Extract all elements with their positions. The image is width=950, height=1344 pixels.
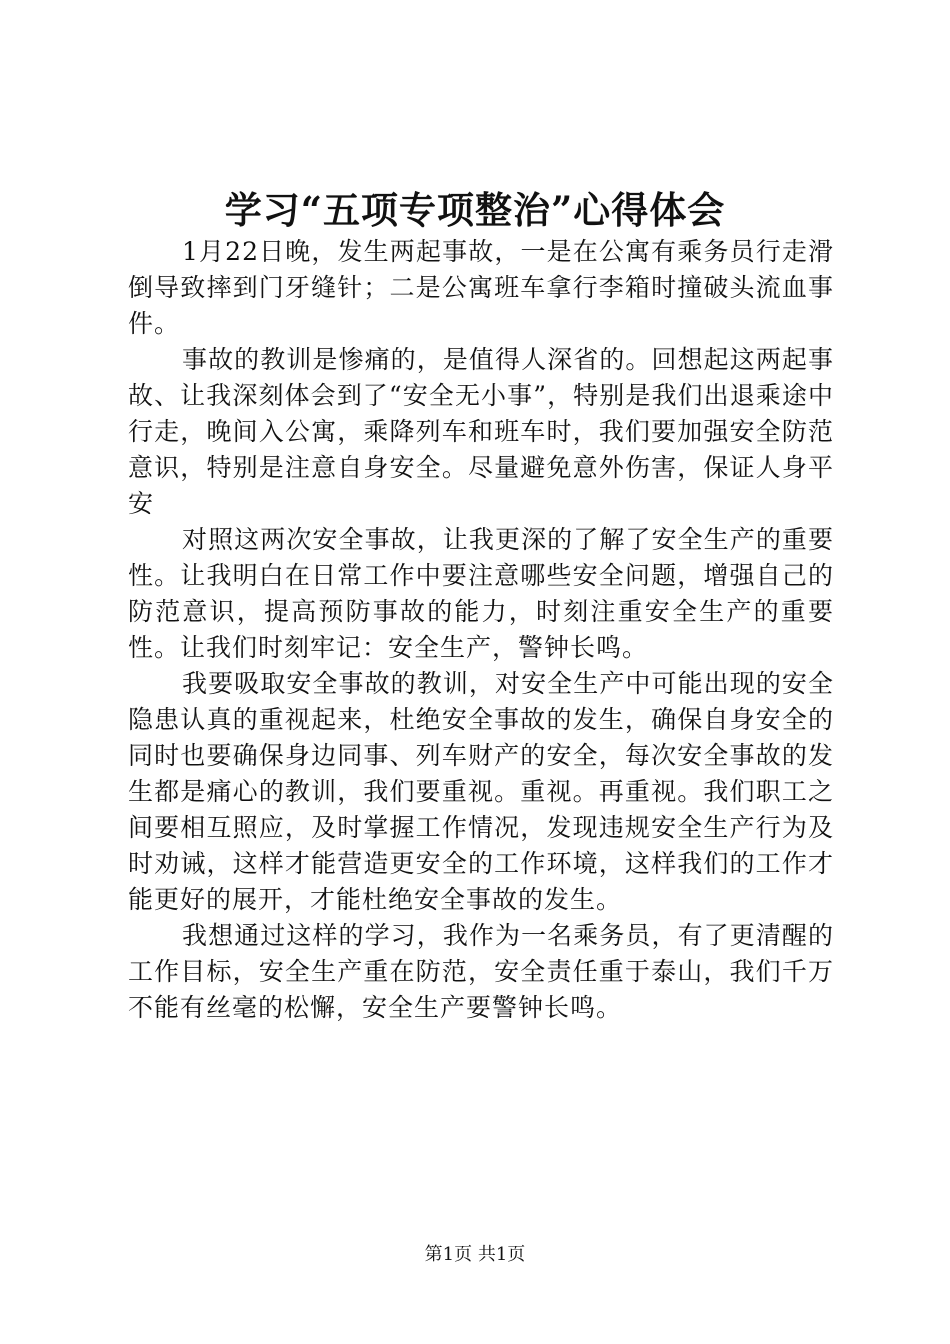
paragraph-1: 1月22日晚，发生两起事故，一是在公寓有乘务员行走滑倒导致摔到门牙缝针；二是公寓班车拿行李箱时撞破头流血事件。 (128, 237, 834, 338)
paragraph-5: 我想通过这样的学习，我作为一名乘务员，有了更清醒的工作目标，安全生产重在防范，安全责任重于泰山，我们千万不能有丝毫的松懈，安全生产要警钟长鸣。 (128, 921, 834, 1022)
document-body (128, 234, 834, 1026)
document-title: 学习“五项专项整治”心得体会 (224, 188, 726, 232)
page-footer: 第1页 共1页 (424, 1244, 526, 1265)
paragraph-3: 对照这两次安全事故，让我更深的了解了安全生产的重要性。让我明白在日常工作中要注意哪些安全问题，增强自己的防范意识，提高预防事故的能力，时刻注重安全生产的重要性。让我们时刻牢记：安全生产，警钟长鸣。 (128, 525, 834, 662)
paragraph-2: 事故的教训是惨痛的，是值得人深省的。回想起这两起事故、让我深刻体会到了“安全无小事”，特别是我们出退乘途中行走，晚间入公寓，乘降列车和班车时，我们要加强安全防范意识，特别是注意自身安全。尽量避免意外伤害，保证人身平安 (128, 345, 834, 518)
paragraph-4: 我要吸取安全事故的教训，对安全生产中可能出现的安全隐患认真的重视起来，杜绝安全事故的发生，确保自身安全的同时也要确保身边同事、列车财产的安全，每次安全事故的发生都是痛心的教训，我们要重视。重视。再重视。我们职工之间要相互照应，及时掌握工作情况，发现违规安全生产行为及时劝诫，这样才能营造更安全的工作环境，这样我们的工作才能更好的展开，才能杜绝安全事故的发生。 (128, 669, 834, 914)
